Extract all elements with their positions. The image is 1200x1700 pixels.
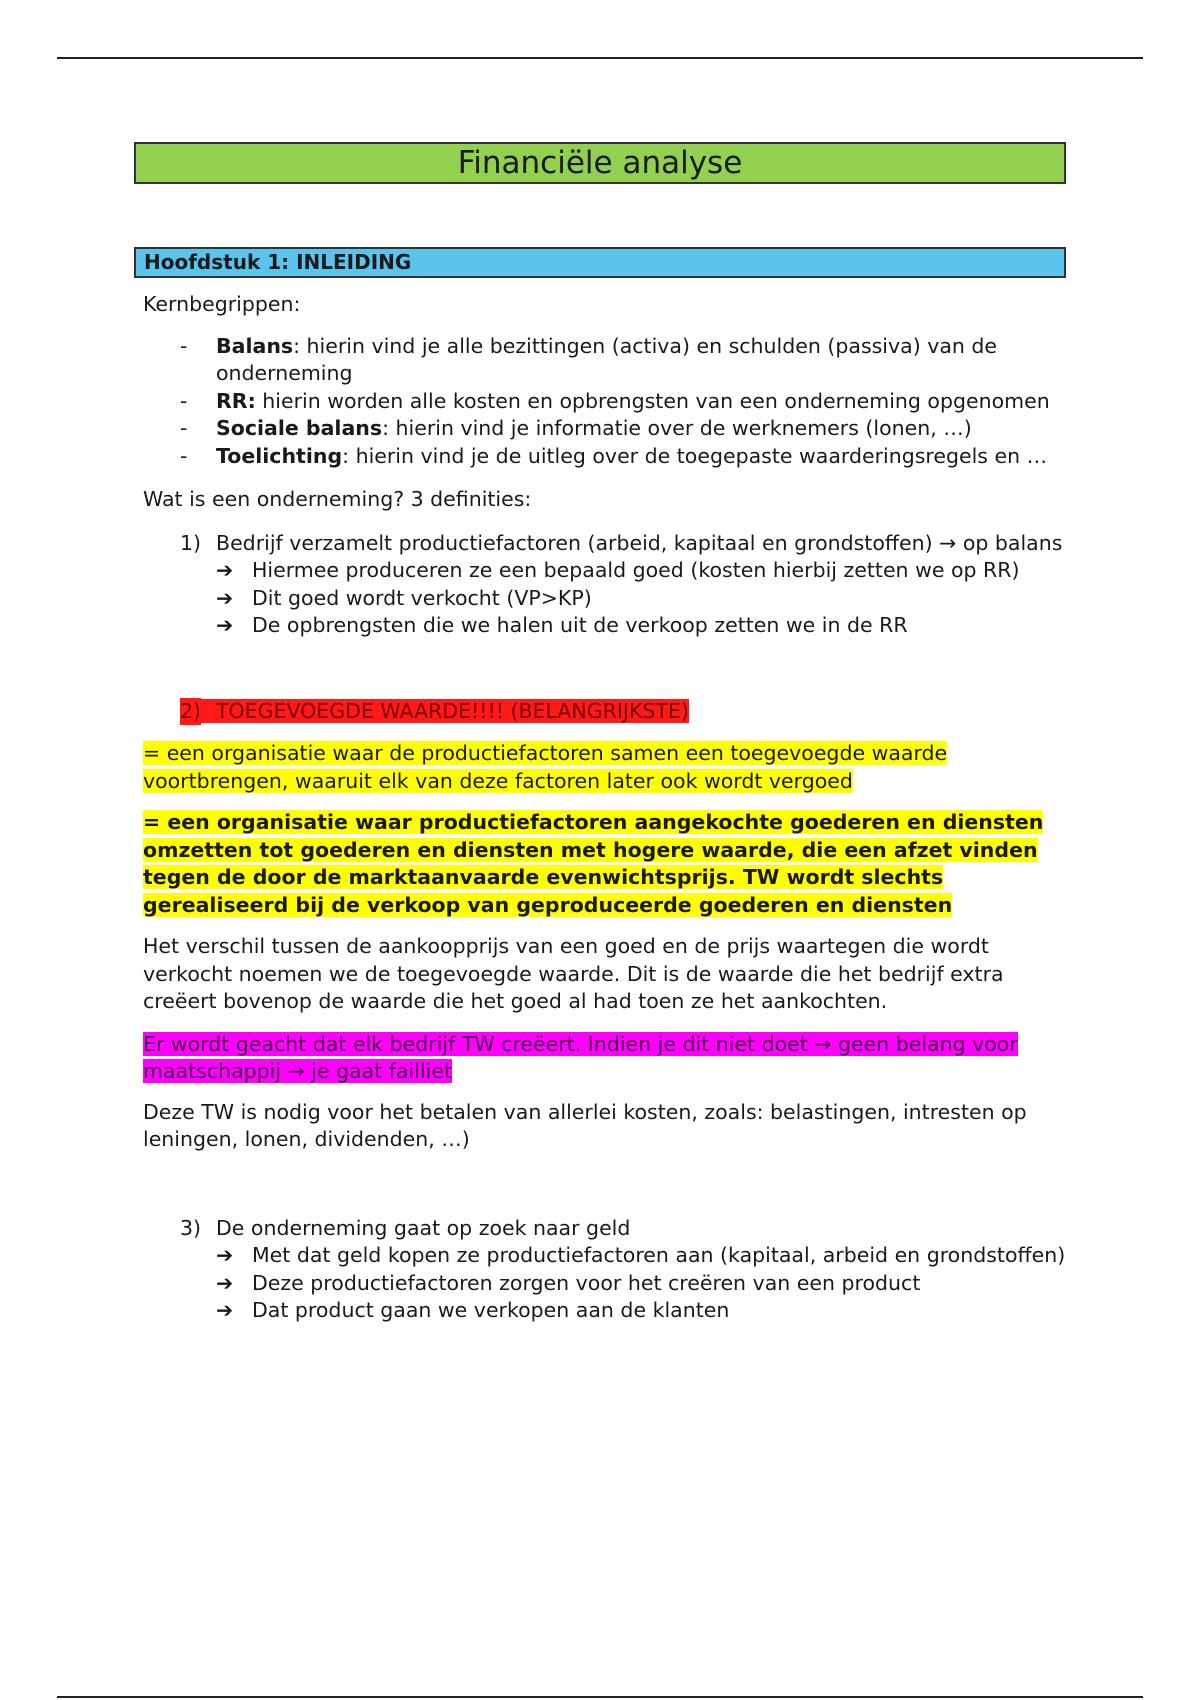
bullet-dash: - [180, 443, 188, 468]
definition-text: TOEGEVOEGDE WAARDE!!!! (BELANGRIJKSTE) [180, 699, 689, 723]
definitions-question: Wat is een onderneming? 3 definities: [143, 487, 532, 511]
arrow-point-text: Met dat geld kopen ze productiefactoren aan (kapitaal, arbeid en grondstoffen) [252, 1243, 1066, 1267]
arrow-right-icon: ➔ [216, 613, 234, 637]
arrow-point-text: Hiermee produceren ze een bepaald goed (kosten hierbij zetten we op RR) [252, 558, 1020, 582]
definition-3-points [216, 1242, 1066, 1325]
footer-rule [57, 1696, 1143, 1698]
arrow-point-text: Deze productiefactoren zorgen voor het creëren van een product [252, 1270, 921, 1295]
arrow-point [216, 612, 1066, 640]
definition-2 [134, 698, 1066, 726]
arrow-right-icon: ➔ [216, 1270, 234, 1295]
arrow-point-text: De opbrengsten die we halen uit de verkoop zetten we in de RR [252, 613, 908, 637]
term: Balans [216, 333, 294, 358]
bullet-dash: - [180, 388, 188, 413]
term-description: hierin worden alle kosten en opbrengsten van een onderneming opgenomen [255, 388, 1050, 413]
definition-text: De onderneming gaat op zoek naar geld [216, 1215, 631, 1240]
definition-2-b [143, 809, 1066, 919]
definition-3 [134, 1215, 1066, 1243]
arrow-point [216, 585, 1066, 613]
kernbegrippen-list [134, 333, 1066, 471]
arrow-right-icon: ➔ [216, 1298, 234, 1322]
highlighted-text: Er wordt geacht dat elk bedrijf TW creëert. Indien je dit niet doet → geen belang voor maatschappij → je gaat failliet [143, 1031, 1018, 1083]
added-value-warning [143, 1031, 1066, 1086]
added-value-usage: Deze TW is nodig voor het betalen van allerlei kosten, zoals: belastingen, intresten op leningen, lonen, dividenden, …) [143, 1099, 1027, 1151]
arrow-point-text: Dit goed wordt verkocht (VP>KP) [252, 585, 592, 610]
term: Sociale balans [216, 416, 383, 440]
document-title: Financiële analyse [134, 142, 1066, 184]
list-number: 2) [180, 698, 201, 726]
definition-1 [134, 530, 1066, 558]
term: Toelichting [216, 443, 343, 468]
chapter-heading: Hoofdstuk 1: INLEIDING [134, 247, 1066, 278]
term-description: : hierin vind je alle bezittingen (activa) en schulden (passiva) van de onderneming [216, 333, 998, 385]
kernbegrippen-label: Kernbegrippen: [143, 292, 301, 316]
list-number: 3) [180, 1215, 202, 1240]
list-number: 1) [180, 530, 202, 555]
bullet-dash: - [180, 416, 188, 440]
list-item [134, 443, 1066, 471]
bullet-dash: - [180, 333, 188, 358]
arrow-point [216, 1297, 1066, 1325]
highlighted-text: = een organisatie waar de productiefactoren samen een toegevoegde waarde voortbrengen, waaruit elk van deze factoren later ook wordt vergoed [143, 741, 948, 793]
term-description: : hierin vind je de uitleg over de toegepaste waarderingsregels en … [342, 443, 1048, 468]
arrow-point [216, 1242, 1066, 1270]
document-body [134, 142, 1066, 1325]
arrow-point-text: Dat product gaan we verkopen aan de klanten [252, 1298, 730, 1322]
arrow-right-icon: ➔ [216, 1243, 234, 1267]
highlighted-text: = een organisatie waar productiefactoren aangekochte goederen en diensten omzetten tot goederen en diensten met hogere waarde, die een afzet vinden tegen de door de marktaanvaarde evenwichtsprijs. TW wordt slechts gerealiseerd bij de verkoop van geproduceerde goederen en diensten [143, 810, 1044, 917]
arrow-point [216, 557, 1066, 585]
header-rule [57, 57, 1143, 59]
list-item [134, 333, 1066, 388]
definition-1-points [216, 557, 1066, 640]
list-item [134, 388, 1066, 416]
arrow-right-icon: ➔ [216, 558, 234, 582]
arrow-point [216, 1270, 1066, 1298]
list-item [134, 415, 1066, 443]
definition-text: Bedrijf verzamelt productiefactoren (arbeid, kapitaal en grondstoffen) → op balans [216, 530, 1063, 555]
arrow-right-icon: ➔ [216, 585, 234, 610]
term: RR: [216, 388, 256, 413]
term-description: : hierin vind je informatie over de werknemers (lonen, …) [382, 416, 972, 440]
added-value-explanation: Het verschil tussen de aankoopprijs van een goed en de prijs waartegen die wordt verkocht noemen we de toegevoegde waarde. Dit is de waarde die het bedrijf extra creëert bovenop de waarde die het goed al had toen ze het aankochten. [143, 934, 1004, 1013]
definition-2-a [143, 740, 1066, 795]
